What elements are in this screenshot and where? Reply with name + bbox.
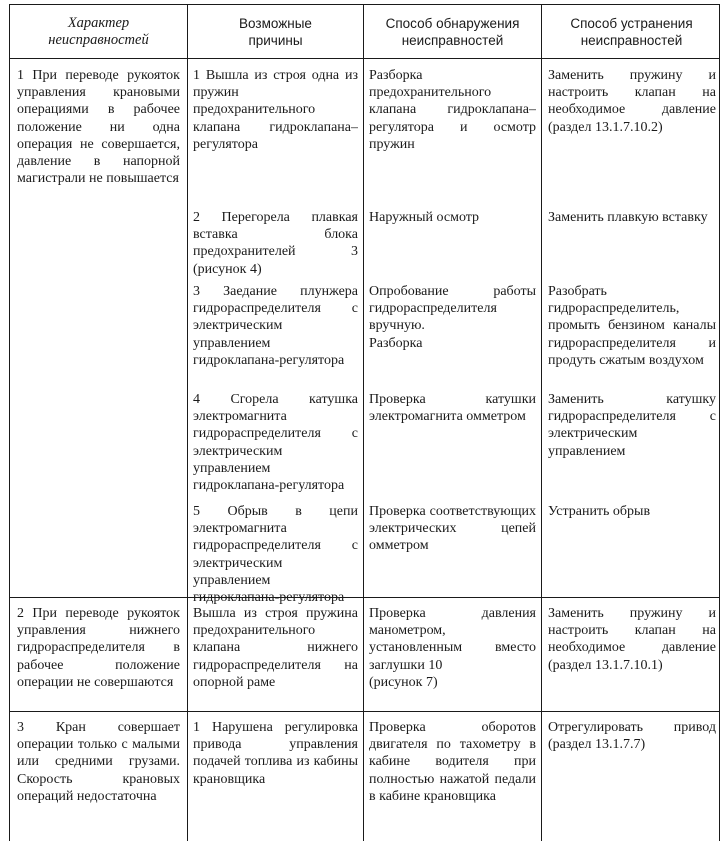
cause-cell: 2 Перегорела плавкая вставка блока предохранителей 3 (рисунок 4) xyxy=(193,210,358,277)
cause-cell: 3 Заедание плунжера гидрораспределителя с электрическим управлением гидроклапана-регулятора xyxy=(193,284,358,368)
row-divider xyxy=(10,597,719,598)
fault-cell: 2 При переводе рукояток управления нижнего гидрораспределителя в рабочее положение операции не совершаются xyxy=(17,606,180,690)
column-divider xyxy=(187,5,188,841)
fault-table xyxy=(9,4,720,841)
detection-cell: Проверка соответствующих электрических цепей омметром xyxy=(369,504,536,554)
header-remedy: Способ устранения неисправностей xyxy=(570,16,693,48)
header-detection: Способ обнаружения неисправностей xyxy=(385,16,520,48)
remedy-cell: Разобрать гидрораспределитель, промыть бензином каналы гидрораспределителя и продуть сжатым воздухом xyxy=(548,284,716,368)
header-divider xyxy=(10,58,719,59)
header-fault: Характер неисправностей xyxy=(48,15,149,48)
remedy-cell: Отрегулировать привод (раздел 13.1.7.7) xyxy=(548,720,716,753)
remedy-cell: Заменить катушку гидрораспределителя с электрическим управлением xyxy=(548,392,716,459)
cause-cell: 1 Нарушена регулировка привода управления подачей топлива из кабины крановщика xyxy=(193,720,358,787)
remedy-cell: Заменить пружину и настроить клапан на необходимое давление (раздел 13.1.7.10.2) xyxy=(548,68,716,135)
detection-cell: Проверка оборотов двигателя по тахометру в кабине водителя при полностью нажатой педали в кабине крановщика xyxy=(369,720,536,804)
cause-cell: Вышла из строя пружина предохранительного клапана нижнего гидрораспределителя на опорной раме xyxy=(193,606,358,690)
detection-cell: Проверка катушки электромагнита омметром xyxy=(369,392,536,425)
remedy-cell: Заменить пружину и настроить клапан на необходимое давление (раздел 13.1.7.10.1) xyxy=(548,606,716,673)
fault-cell: 1 При переводе рукояток управления крановыми операциями в рабочее положение ни одна операция не совершается, давление в напорной магистрали не повышается xyxy=(17,68,180,187)
detection-cell: Проверка давления манометром, установленным вместо заглушки 10 (рисунок 7) xyxy=(369,606,536,690)
column-divider xyxy=(363,5,364,841)
detection-cell: Наружный осмотр xyxy=(369,210,480,225)
row-divider xyxy=(10,711,719,712)
cause-cell: 5 Обрыв в цепи электромагнита гидрораспределителя с электрическим управлением гидроклапана-регулятора xyxy=(193,504,358,606)
cause-cell: 4 Сгорела катушка электромагнита гидрораспределителя с электрическим управлением гидроклапана-регулятора xyxy=(193,392,358,494)
remedy-cell: Устранить обрыв xyxy=(548,504,651,519)
header-causes: Возможные причины xyxy=(239,16,312,48)
column-divider xyxy=(541,5,542,841)
detection-cell: Разборка предохранительного клапана гидроклапана–регулятора и осмотр пружин xyxy=(369,68,536,152)
cause-cell: 1 Вышла из строя одна из пружин предохранительного клапана гидроклапана–регулятора xyxy=(193,68,358,152)
fault-cell: 3 Кран совершает операции только с малыми или средними грузами. Скорость крановых операций недостаточна xyxy=(17,720,180,804)
detection-cell: Опробование работы гидрораспределителя вручную. Разборка xyxy=(369,284,536,351)
remedy-cell: Заменить плавкую вставку xyxy=(548,210,708,225)
